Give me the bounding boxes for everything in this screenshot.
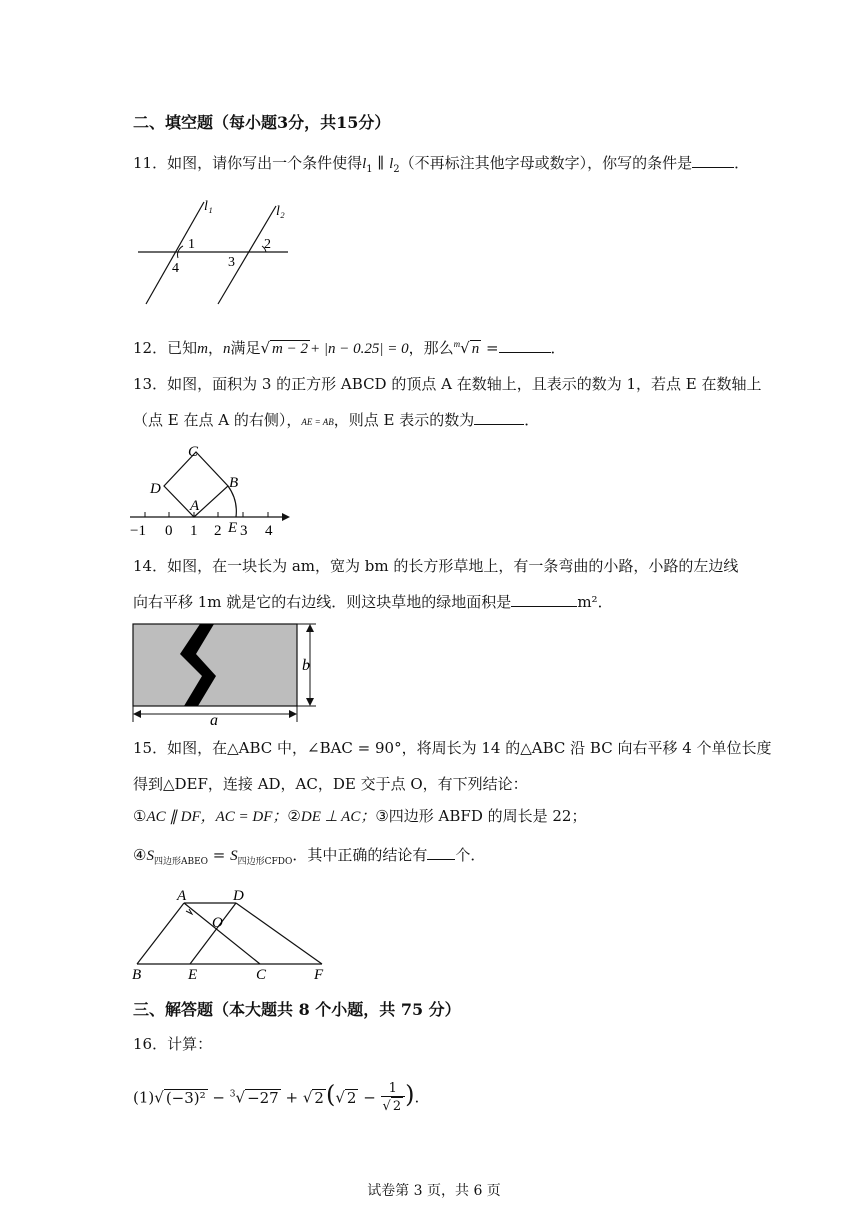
q13-tick-label: −1	[130, 523, 146, 539]
q15-c4: ④	[133, 846, 147, 864]
q15-fig-O: O	[212, 915, 223, 931]
q16-open-paren: (	[325, 1080, 336, 1109]
q13-ae-ab: AE = AB	[301, 417, 334, 427]
q15-c4-s2: S	[230, 848, 238, 864]
q13-tick-label: 3	[240, 523, 248, 539]
q12-sqrt-expr: m − 2	[272, 341, 308, 357]
q14-unit: m²	[577, 593, 598, 611]
question-12: 12．已知m，n满足√ m − 2 + |n − 0.25| = 0，那么$^m$√ n = ．	[133, 339, 566, 357]
q14-end: ．	[597, 593, 613, 611]
q16-frac-den-value: 2	[392, 1099, 402, 1114]
q15-c4-s1: S	[146, 848, 154, 864]
q11-l2: l	[389, 156, 394, 172]
section-heading: 三、解答题（本大题共 8 个小题，共 75 分）	[133, 1000, 461, 1019]
q15-c4-tail: ．其中正确的结论有	[292, 846, 428, 864]
q11-fig-angle2: 2	[264, 237, 271, 252]
q12-n: n	[222, 341, 231, 357]
q12-m: m	[197, 341, 208, 357]
q15-c2: ②	[287, 807, 301, 825]
q14-line2-text: 向右平移 1m 就是它的右边线．则这块草地的绿地面积是	[133, 593, 512, 611]
q15-c4-sub1: 四边形ABEO	[153, 857, 209, 867]
page-footer: 试卷第 3 页，共 6 页	[367, 1183, 501, 1199]
q16-fraction	[381, 1082, 406, 1115]
q12-eq: =	[481, 339, 499, 357]
q12-end: ．	[550, 339, 566, 357]
q16-sqrt-4: 2	[346, 1088, 357, 1107]
q12-text-c: ，那么	[408, 339, 454, 357]
section-heading: 二、填空题（每小题3分，共15分）	[133, 113, 391, 132]
q15-fig-D: D	[233, 888, 244, 904]
q16-sqrt-2: −27	[247, 1088, 279, 1107]
q14-fig-a: a	[210, 712, 218, 729]
q16-cube-index: 3	[229, 1089, 236, 1100]
q11-fig-l2: l₂	[276, 204, 285, 219]
q11-text-a: 11．如图，请你写出一个条件使得	[133, 154, 363, 172]
q16-frac-den: √ 2	[382, 1099, 402, 1114]
q11-fig-l1: l₁	[204, 199, 213, 214]
q11-parallel: ∥	[372, 154, 390, 172]
q12-root-index: m	[453, 339, 461, 349]
q13-fig-E: E	[228, 520, 238, 536]
q13-tick-label: 4	[265, 523, 273, 539]
q15-fig-E: E	[188, 967, 198, 983]
q16-minus: −	[207, 1088, 230, 1107]
q16-part1: (1)√ (−3)² − $^3$√ −27 + √ 2(√ 2 − $\frac{1}{√ 2}$ ).	[133, 1080, 420, 1114]
q14-line1: 14．如图，在一块长为 am，宽为 bm 的长方形草地上，有一条弯曲的小路，小路的左边线	[133, 557, 739, 575]
q15-c4-sub2: 四边形CFDO	[237, 857, 293, 867]
q12-abs-expr: + |n − 0.25| = 0	[310, 341, 409, 357]
q15-c3: ③	[375, 807, 389, 825]
q15-c4-end: 个．	[455, 846, 486, 864]
q15-line1: 15．如图，在△ABC 中，∠BAC = 90°，将周长为 14 的△ABC 沿 BC 向右平移 4 个单位长度	[133, 739, 772, 757]
q11-end: ．	[734, 154, 750, 172]
q12-root-body: n	[471, 341, 480, 357]
q15-fig-F: F	[314, 967, 324, 983]
q11-fig-angle3: 3	[228, 255, 235, 270]
q15-c1-text: AC ∥ DF，AC = DF；	[146, 809, 288, 825]
q13-fig-A: A	[190, 498, 200, 514]
q16-plus: +	[280, 1088, 303, 1107]
q16-p1: (1)	[133, 1088, 155, 1107]
q15-fig-C: C	[256, 967, 267, 983]
q15-line2: 得到△DEF，连接 AD，AC，DE 交于点 O，有下列结论：	[133, 775, 528, 793]
q15-fig-B: B	[132, 967, 142, 983]
q16-close-paren: )	[405, 1080, 415, 1109]
q16-frac-num: 1	[381, 1082, 406, 1097]
q11-fig-angle1: 1	[188, 237, 195, 252]
q15-c1: ①	[133, 807, 147, 825]
q15-c4-eq: =	[208, 846, 231, 864]
q14-fig-b: b	[302, 657, 310, 674]
q15-c2-text: DE ⊥ AC；	[300, 809, 376, 825]
q15-fig-A: A	[177, 888, 187, 904]
q13-fig-C: C	[188, 444, 199, 460]
q11-sub2: 2	[393, 164, 400, 175]
q16-title: 16．计算：	[133, 1035, 213, 1053]
q13-fig-D: D	[150, 481, 161, 497]
q13-tick-label: 0	[165, 523, 173, 539]
q11-sub1: 1	[366, 164, 373, 175]
q13-end: ．	[524, 411, 540, 429]
q12-comma: ，	[207, 339, 223, 357]
q13-line1: 13．如图，面积为 3 的正方形 ABCD 的顶点 A 在数轴上，且表示的数为 1，若点 E 在数轴上	[133, 375, 762, 393]
q16-end: .	[414, 1088, 420, 1107]
q16-sqrt-1: (−3)²	[165, 1088, 206, 1107]
q11-fig-angle4: 4	[172, 261, 179, 276]
q12-text-a: 12．已知	[133, 339, 198, 357]
q13-tick-label: 2	[214, 523, 222, 539]
q13-line2-a: （点 E 在点 A 的右侧），	[133, 411, 302, 429]
q12-text-b: 满足	[230, 339, 261, 357]
q13-tick-label: 1	[190, 523, 198, 539]
q16-sqrt-3: 2	[314, 1088, 324, 1107]
q15-c3-text: 四边形 ABFD 的周长是 22；	[388, 807, 587, 825]
q11-l1: l	[362, 156, 367, 172]
q13-fig-B: B	[229, 475, 239, 491]
q16-minus-2: −	[358, 1088, 381, 1107]
q13-line2-b: ，则点 E 表示的数为	[333, 411, 475, 429]
q11-text-b: （不再标注其他字母或数字），你写的条件是	[399, 154, 693, 172]
